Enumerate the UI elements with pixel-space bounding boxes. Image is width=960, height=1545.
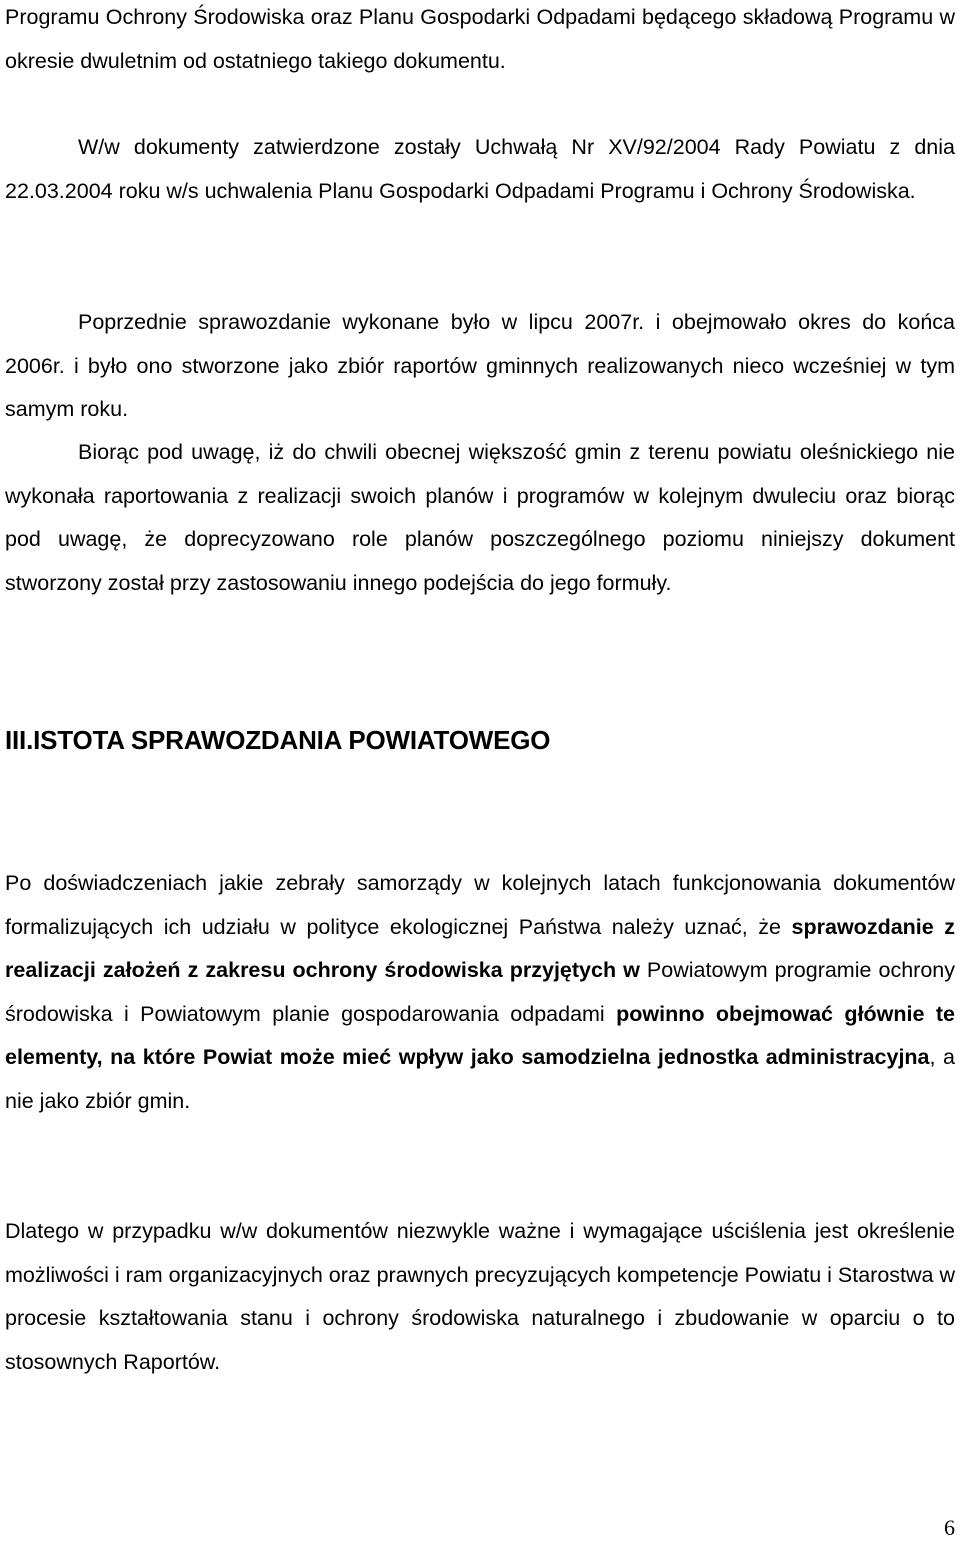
bold-segment: sprawozdanie z realizacji założeń z zakresu ochrony środowiska przyjętych w: [5, 914, 956, 983]
paragraph-previous-report: Poprzednie sprawozdanie wykonane było w lipcu 2007r. i obejmowało okres do końca 2006r. i było ono stworzone jako zbiór raportów gminnych realizowanych nieco wcześniej w tym samym roku.: [5, 310, 955, 422]
text-segment: Powiatowym programie ochrony środowiska i Powiatowym planie gospodarowania odpadami: [5, 958, 955, 1026]
paragraph-approach: Biorąc pod uwagę, iż do chwili obecnej większość gmin z terenu powiatu oleśnickiego nie wykonała raportowania z realizacji swoich planów i programów w kolejnym dwuleciu oraz biorąc pod uwagę, że doprecyzowano role planów poszczególnego poziomu niniejszy dokument stworzony został przy zastosowaniu innego podejścia do jego formuły.: [5, 440, 955, 595]
text-segment: Po doświadczeniach jakie zebrały samorządy w kolejnych latach funkcjonowania dokumentów formalizujących ich udziału w polityce ekologicznej Państwa należy uznać, że: [5, 871, 955, 939]
page-number: 6: [944, 1515, 955, 1540]
section-heading: III.ISTOTA SPRAWOZDANIA POWIATOWEGO: [5, 725, 551, 755]
paragraph-resolution: W/w dokumenty zatwierdzone zostały Uchwałą Nr XV/92/2004 Rady Powiatu z dnia 22.03.2004 roku w/s uchwalenia Planu Gospodarki Odpadami Programu i Ochrony Środowiska.: [5, 135, 955, 203]
paragraph-continuation: Programu Ochrony Środowiska oraz Planu Gospodarki Odpadami będącego składową Programu w okresie dwuletnim od ostatniego takiego dokumentu.: [5, 5, 955, 73]
bold-segment: powinno obejmować głównie te elementy, na które Powiat może mieć wpływ jako samodzielna jednostka administracyjna: [5, 1001, 956, 1070]
paragraph-essence: [5, 862, 955, 1124]
paragraph-conclusion: Dlatego w przypadku w/w dokumentów niezwykle ważne i wymagające uściślenia jest określenie możliwości i ram organizacyjnych oraz prawnych precyzujących kompetencje Powiatu i Starostwa w procesie kształtowania stanu i ochrony środowiska naturalnego i zbudowanie w oparciu o to stosownych Raportów.: [5, 1219, 955, 1374]
text-segment: , a nie jako zbiór gmin.: [5, 1045, 955, 1113]
